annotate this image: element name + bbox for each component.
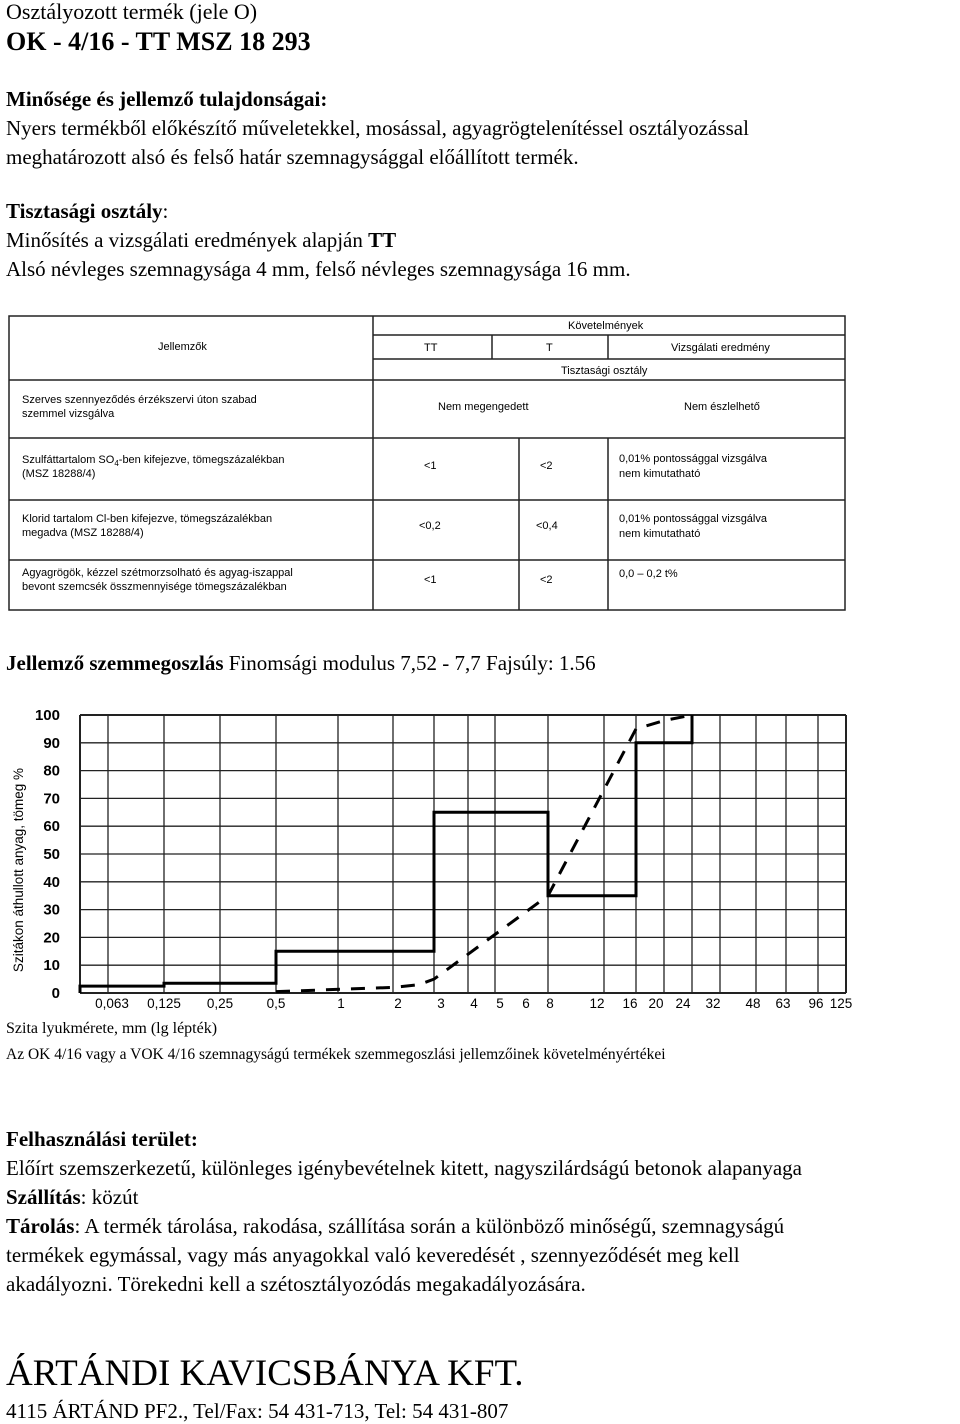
company-address: 4115 ÁRTÁND PF2., Tel/Fax: 54 431-713, Tel: 54 431-807 bbox=[6, 1399, 509, 1423]
purity-line-1 bbox=[6, 225, 396, 255]
requirements-table bbox=[8, 314, 846, 612]
row2-label-line2: (MSZ 18288/4) bbox=[22, 468, 96, 480]
chart-x-tick-label: 5 bbox=[496, 996, 504, 1011]
purity-class-value: TT bbox=[368, 228, 397, 252]
shipping-line bbox=[6, 1182, 138, 1212]
chart-x-tick-label: 16 bbox=[622, 996, 638, 1011]
chart-y-tick-label: 20 bbox=[43, 929, 60, 947]
chart-x-tick-label: 0,125 bbox=[147, 996, 181, 1011]
chart-x-axis-label: Szita lyukmérete, mm (lg lépték) bbox=[6, 1020, 218, 1037]
purity-heading: Tisztasági osztály bbox=[6, 199, 163, 223]
chart-y-tick-label: 40 bbox=[43, 873, 60, 891]
row1-tt-t-merged: Nem megengedett bbox=[438, 401, 529, 413]
usage-heading: Felhasználási terület: bbox=[6, 1127, 198, 1151]
purity-line-1-text: Minősítés a vizsgálati eredmények alapján bbox=[6, 228, 369, 252]
col-purity-class: Tisztasági osztály bbox=[561, 365, 648, 377]
row2-result-line1: 0,01% pontossággal vizsgálva bbox=[619, 453, 767, 465]
chart-x-tick-label: 12 bbox=[589, 996, 605, 1011]
row1-result: Nem észlelhető bbox=[684, 401, 760, 413]
row3-result-line2: nem kimutatható bbox=[619, 528, 701, 540]
row1-label-line1: Szerves szennyeződés érzékszervi úton szabad bbox=[22, 394, 257, 406]
row3-label-line1: Klorid tartalom Cl-ben kifejezve, tömegszázalékban bbox=[22, 513, 273, 525]
grading-heading: Jellemző szemmegoszlás bbox=[6, 651, 224, 675]
row2-result-line2: nem kimutatható bbox=[619, 468, 701, 480]
chart-y-tick-label: 80 bbox=[43, 762, 60, 780]
chart-x-tick-label: 96 bbox=[808, 996, 824, 1011]
chart-x-tick-label: 3 bbox=[437, 996, 445, 1011]
grading-line bbox=[6, 648, 596, 678]
col-test-result: Vizsgálati eredmény bbox=[671, 342, 770, 354]
chart-y-tick-label: 100 bbox=[34, 707, 60, 724]
chart-x-tick-label: 6 bbox=[522, 996, 530, 1011]
chart-y-tick-label: 90 bbox=[43, 734, 60, 752]
chart-y-tick-label: 60 bbox=[43, 818, 60, 836]
chart-x-tick-label: 4 bbox=[470, 996, 478, 1011]
row2-label-part2: -ben kifejezve, tömegszázalékban bbox=[118, 454, 285, 466]
chart-x-tick-label: 20 bbox=[648, 996, 664, 1011]
storage-line-3: akadályozni. Törekedni kell a szétosztályozódás megakadályozására. bbox=[6, 1272, 586, 1296]
chart-y-tick-labels bbox=[35, 707, 60, 1002]
row4-result: 0,0 – 0,2 t% bbox=[619, 568, 678, 580]
shipping-value: : közút bbox=[80, 1185, 139, 1209]
quality-line-2: meghatározott alsó és felső határ szemnagysággal előállított termék. bbox=[6, 145, 579, 169]
row1-label-line2: szemmel vizsgálva bbox=[22, 408, 115, 420]
storage-text-1: : A termék tárolása, rakodása, szállítása során a különböző minőségű, szemnagyságú bbox=[74, 1214, 785, 1238]
chart-x-tick-labels bbox=[95, 996, 852, 1011]
row2-label-subscript: 4 bbox=[114, 459, 119, 468]
shipping-label: Szállítás bbox=[6, 1185, 81, 1209]
purity-line-2: Alsó névleges szemnagysága 4 mm, felső névleges szemnagysága 16 mm. bbox=[6, 257, 631, 281]
grading-chart-svg bbox=[8, 700, 860, 1012]
purity-heading-line bbox=[6, 196, 168, 226]
storage-line-1 bbox=[6, 1211, 784, 1241]
chart-y-axis-label: Szitákon áthullott anyag, tömeg % bbox=[11, 767, 26, 973]
chart-caption: Az OK 4/16 vagy a VOK 4/16 szemnagyságú termékek szemmegoszlási jellemzőinek követelményértékei bbox=[6, 1046, 666, 1063]
product-subtitle: Osztályozott termék (jele O) bbox=[6, 0, 258, 24]
chart-x-tick-label: 0,063 bbox=[95, 996, 129, 1011]
col-characteristics: Jellemzők bbox=[158, 341, 207, 353]
col-requirements: Követelmények bbox=[568, 320, 644, 332]
row3-label-line2: megadva (MSZ 18288/4) bbox=[22, 527, 144, 539]
company-name: ÁRTÁNDI KAVICSBÁNYA KFT. bbox=[6, 1353, 524, 1394]
row4-label-line2: bevont szemcsék összmennyisége tömegszázalékban bbox=[22, 581, 287, 593]
quality-line-1: Nyers termékből előkészítő műveletekkel, mosással, agyagrögtelenítéssel osztályozással bbox=[6, 116, 749, 140]
requirements-table-svg bbox=[8, 314, 846, 612]
row2-label-line1 bbox=[22, 454, 285, 468]
quality-heading: Minősége és jellemző tulajdonságai: bbox=[6, 87, 328, 111]
row3-t: <0,4 bbox=[536, 520, 558, 532]
row4-label-line1: Agyagrögök, kézzel szétmorzsolható és agyag-iszappal bbox=[22, 567, 293, 579]
chart-y-tick-label: 50 bbox=[43, 846, 60, 863]
row2-t: <2 bbox=[540, 460, 553, 472]
product-code-title: OK - 4/16 - TT MSZ 18 293 bbox=[6, 27, 311, 56]
chart-x-tick-label: 8 bbox=[546, 996, 554, 1011]
row3-result-line1: 0,01% pontossággal vizsgálva bbox=[619, 513, 767, 525]
row4-tt: <1 bbox=[424, 574, 437, 586]
chart-x-tick-label: 2 bbox=[394, 996, 402, 1011]
chart-y-tick-label: 0 bbox=[51, 985, 60, 1002]
storage-line-2: termékek egymással, vagy más anyagokkal való keveredését , szennyeződését meg kell bbox=[6, 1243, 740, 1267]
row3-tt: <0,2 bbox=[419, 520, 441, 532]
purity-heading-suffix: : bbox=[162, 199, 169, 223]
chart-x-tick-label: 48 bbox=[745, 996, 761, 1011]
chart-horizontal-gridlines bbox=[80, 715, 846, 993]
chart-x-tick-label: 125 bbox=[829, 996, 853, 1011]
row2-tt: <1 bbox=[424, 460, 437, 472]
grading-details: Finomsági modulus 7,52 - 7,7 Fajsúly: 1.56 bbox=[223, 651, 596, 675]
row4-t: <2 bbox=[540, 574, 553, 586]
col-t: T bbox=[546, 342, 553, 354]
row2-label-part1: Szulfáttartalom SO bbox=[22, 454, 115, 466]
col-tt: TT bbox=[424, 342, 438, 354]
chart-x-tick-label: 0,5 bbox=[266, 996, 286, 1011]
chart-y-tick-label: 10 bbox=[43, 957, 60, 975]
chart-y-tick-label: 30 bbox=[43, 901, 60, 919]
grading-chart bbox=[8, 700, 860, 1012]
chart-x-tick-label: 32 bbox=[705, 996, 721, 1011]
chart-x-tick-label: 1 bbox=[337, 996, 345, 1011]
chart-y-tick-label: 70 bbox=[43, 790, 60, 808]
storage-label: Tárolás bbox=[6, 1214, 75, 1238]
usage-text: Előírt szemszerkezetű, különleges igénybevételnek kitett, nagyszilárdságú betonok alapanyaga bbox=[6, 1156, 802, 1180]
chart-x-tick-label: 63 bbox=[775, 996, 791, 1011]
chart-x-tick-label: 24 bbox=[675, 996, 691, 1011]
chart-x-tick-label: 0,25 bbox=[206, 996, 234, 1011]
